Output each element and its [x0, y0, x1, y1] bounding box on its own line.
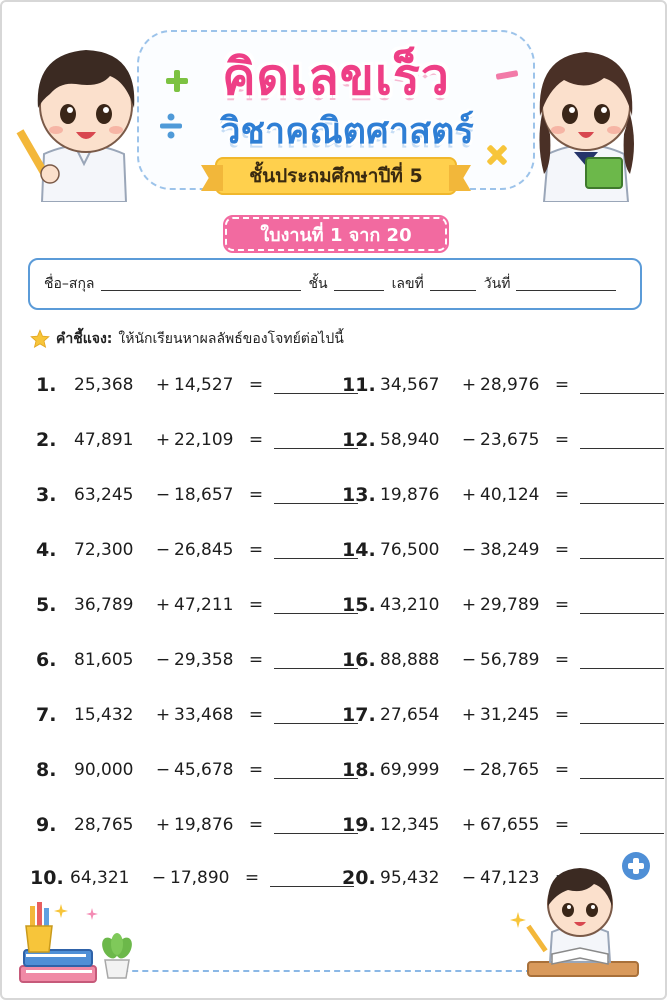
answer-blank[interactable]	[580, 816, 664, 834]
problem-4: 4. 72,300 − 26,845 =	[36, 535, 358, 565]
name-field[interactable]	[101, 277, 301, 291]
sheet-number-badge: ใบงานที่ 1 จาก 20	[225, 217, 447, 251]
subject-title: วิชาคณิตศาสตร์	[220, 111, 474, 152]
problem-7: 7. 15,432 + 33,468 =	[36, 700, 358, 730]
worksheet-title: คิดเลขเร็ว	[222, 48, 450, 106]
times-symbol-icon	[484, 142, 510, 168]
problem-12: 12. 58,940 − 23,675 =	[342, 425, 664, 455]
date-field[interactable]	[516, 277, 616, 291]
class-label: ชั้น	[308, 276, 328, 292]
answer-blank[interactable]	[580, 706, 664, 724]
answer-blank[interactable]	[580, 761, 664, 779]
problem-8: 8. 90,000 − 45,678 =	[36, 755, 358, 785]
sparkle-icon	[54, 904, 68, 918]
pencil-cup-icon	[22, 902, 56, 954]
name-label: ชื่อ–สกุล	[44, 276, 95, 292]
problem-2: 2. 47,891 + 22,109 =	[36, 425, 358, 455]
answer-blank[interactable]	[580, 376, 664, 394]
student-info-box	[28, 258, 642, 310]
problem-9: 9. 28,765 + 19,876 =	[36, 810, 358, 840]
boy-character-icon	[14, 24, 154, 202]
problem-5: 5. 36,789 + 47,211 =	[36, 590, 358, 620]
problem-10: 10. 64,321 − 17,890 =	[30, 863, 354, 893]
plus-symbol-icon	[164, 68, 190, 94]
answer-blank[interactable]	[580, 431, 664, 449]
problem-19: 19. 12,345 + 67,655 =	[342, 810, 664, 840]
problem-1: 1. 25,368 + 14,527 =	[36, 370, 358, 400]
class-field[interactable]	[334, 277, 384, 291]
answer-blank[interactable]	[580, 541, 664, 559]
minus-symbol-icon	[494, 68, 520, 82]
girl-character-icon	[514, 24, 662, 202]
student-writing-icon	[522, 850, 662, 982]
problem-20: 20. 95,432 − 47,123	[342, 867, 540, 889]
problem-14: 14. 76,500 − 38,249 =	[342, 535, 664, 565]
instruction-row	[30, 328, 344, 350]
number-label: เลขที่	[391, 276, 424, 292]
divide-symbol-icon	[158, 112, 184, 140]
problem-16: 16. 88,888 − 56,789 =	[342, 645, 664, 675]
problem-13: 13. 19,876 + 40,124 =	[342, 480, 664, 510]
problem-11: 11. 34,567 + 28,976 =	[342, 370, 664, 400]
grade-ribbon: ชั้นประถมศึกษาปีที่ 5	[215, 157, 457, 195]
date-label: วันที่	[483, 276, 511, 292]
bottom-divider	[112, 970, 532, 972]
problem-18: 18. 69,999 − 28,765 =	[342, 755, 664, 785]
number-field[interactable]	[430, 277, 476, 291]
answer-blank[interactable]	[580, 486, 664, 504]
answer-blank[interactable]	[580, 596, 664, 614]
answer-blank[interactable]	[580, 651, 664, 669]
sparkle-icon	[86, 908, 98, 920]
plant-icon	[100, 932, 134, 980]
problem-15: 15. 43,210 + 29,789 =	[342, 590, 664, 620]
instruction-label: คำชี้แจง:	[56, 331, 113, 347]
problem-17: 17. 27,654 + 31,245 =	[342, 700, 664, 730]
problem-6: 6. 81,605 − 29,358 =	[36, 645, 358, 675]
star-icon	[30, 329, 50, 349]
problem-3: 3. 63,245 − 18,657 =	[36, 480, 358, 510]
instruction-text: ให้นักเรียนหาผลลัพธ์ของโจทย์ต่อไปนี้	[118, 331, 344, 347]
